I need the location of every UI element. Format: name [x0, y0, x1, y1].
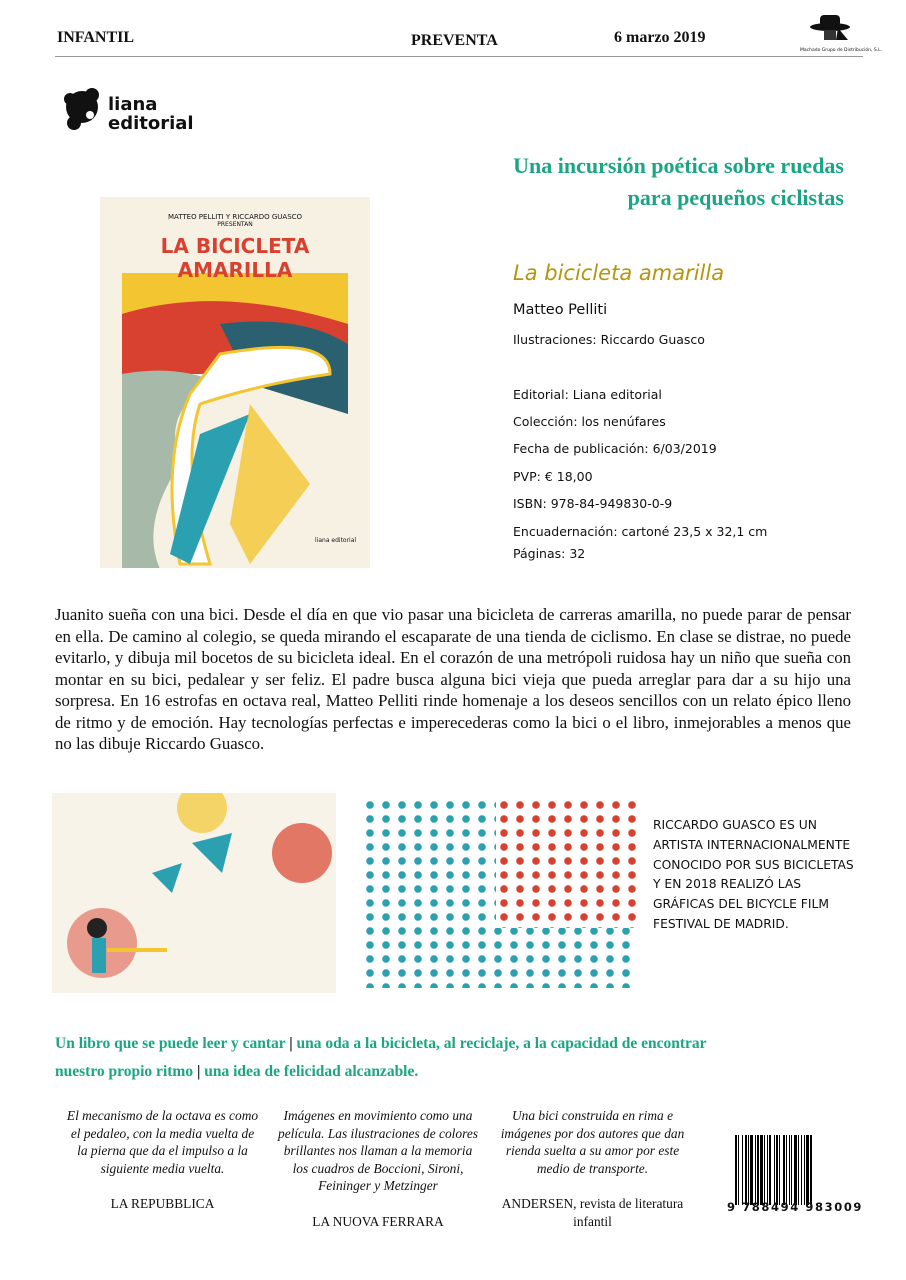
highlight-3: una idea de felicidad alcanzable.	[204, 1063, 419, 1080]
detail-encuadernacion: Encuadernación: cartoné 23,5 x 32,1 cm	[513, 524, 768, 539]
detail-paginas: Páginas: 32	[513, 546, 586, 561]
detail-fecha: Fecha de publicación: 6/03/2019	[513, 441, 717, 456]
cover-illustration	[100, 269, 370, 568]
illustration-reading-child	[52, 793, 336, 993]
barcode-bar	[810, 1135, 812, 1205]
header-divider	[55, 56, 863, 57]
book-title: La bicicleta amarilla	[513, 261, 725, 285]
quote-text: Imágenes en movimiento como una película. Las ilustraciones de colores brillantes nos llaman a la memoria los cuadros de Boccioni, Sironi, Feininger y Metzinger	[278, 1108, 478, 1193]
logo-line-1: liana	[108, 94, 158, 115]
quote-source: LA REPUBBLICA	[110, 1196, 215, 1211]
quote-source: ANDERSEN, revista de literatura infantil	[501, 1196, 684, 1229]
curly-head-icon	[60, 85, 110, 145]
separator: |	[196, 1063, 201, 1080]
synopsis: Juanito sueña con una bici. Desde el día en que vio pasar una bicicleta de carreras amarilla, no puede parar de pensar en ella. De camino al colegio, se queda mirando el escaparate de una tienda de ciclismo. En clase se distrae, no puede evitarlo, y dibuja mil bocetos de su bicicleta ideal. En el corazón de una metrópoli ruidosa hay un niño que sueña con montar en su bici, pedalear y ser feliz. El padre busca alguna bici vieja que pueda arreglar para dar a su hijo una sorpresa. En 16 estrofas en octava real, Matteo Pelliti rinde homenaje a los deseos sencillos con un relato épico lleno de ritmo y de emoción. Hay tecnologías perfectas e imperecederas como la bici o el libro, inmejorables a menos que no las dibuje Riccardo Guasco.	[55, 605, 851, 753]
status-label: PREVENTA	[411, 32, 498, 49]
quote-2	[278, 1107, 478, 1230]
tagline	[513, 150, 844, 214]
publisher-logo	[60, 85, 210, 145]
detail-pvp: PVP: € 18,00	[513, 469, 593, 484]
hat-man-icon	[800, 10, 864, 44]
tagline-line-1: Una incursión poética sobre ruedas	[513, 153, 844, 178]
book-illustrator: Ilustraciones: Riccardo Guasco	[513, 332, 705, 347]
book-author: Matteo Pelliti	[513, 302, 608, 318]
child-reading-illustration	[52, 793, 336, 993]
barcode-number: 9 788494 983009	[727, 1200, 864, 1214]
detail-isbn: ISBN: 978-84-949830-0-9	[513, 496, 673, 511]
detail-editorial: Editorial: Liana editorial	[513, 387, 662, 402]
quote-text: El mecanismo de la octava es como el pedaleo, con la media vuelta de la pierna que da el impulso a la siguiente media vuelta.	[66, 1108, 259, 1176]
illustrator-note: RICCARDO GUASCO ES UN ARTISTA INTERNACIONALMENTE CONOCIDO POR SUS BICICLETAS Y EN 2018 REALIZÓ LAS GRÁFICAS DEL BICYCLE FILM FESTIVAL DE MADRID.	[653, 818, 854, 931]
tagline-line-2: para pequeños ciclistas	[627, 185, 844, 210]
cover-publisher-logo: liana editorial	[315, 537, 357, 544]
barcode	[735, 1135, 865, 1205]
date-label: 6 marzo 2019	[614, 29, 706, 46]
red-bicycles-pattern	[496, 798, 636, 928]
highlight-1: Un libro que se puede leer y cantar	[55, 1035, 286, 1052]
cover-presentan: PRESENTAN	[217, 221, 253, 228]
section-label: INFANTIL	[57, 29, 135, 46]
distributor-logo	[800, 10, 883, 54]
distributor-name: Machado Grupo de Distribución, S.L.	[800, 48, 883, 53]
cover-title: LA BICICLETA AMARILLA	[160, 234, 310, 282]
logo-line-2: editorial	[108, 113, 194, 134]
quote-1	[65, 1107, 260, 1213]
highlight-2: una oda a la bicicleta, al reciclaje, a la capacidad de encontrar nuestro propio ritmo	[55, 1035, 707, 1080]
quote-source: LA NUOVA FERRARA	[312, 1213, 444, 1229]
quote-text: Una bici construida en rima e imágenes por dos autores que dan rienda suelta a su amor por este medio de transporte.	[500, 1108, 685, 1176]
cover-authors: MATTEO PELLITI Y RICCARDO GUASCO	[167, 213, 303, 221]
book-cover	[100, 197, 370, 568]
detail-coleccion: Colección: los nenúfares	[513, 414, 666, 429]
highlights	[55, 1030, 755, 1086]
quote-3	[495, 1107, 690, 1230]
separator: |	[289, 1035, 293, 1052]
illustration-bicycle-pattern	[362, 798, 636, 988]
